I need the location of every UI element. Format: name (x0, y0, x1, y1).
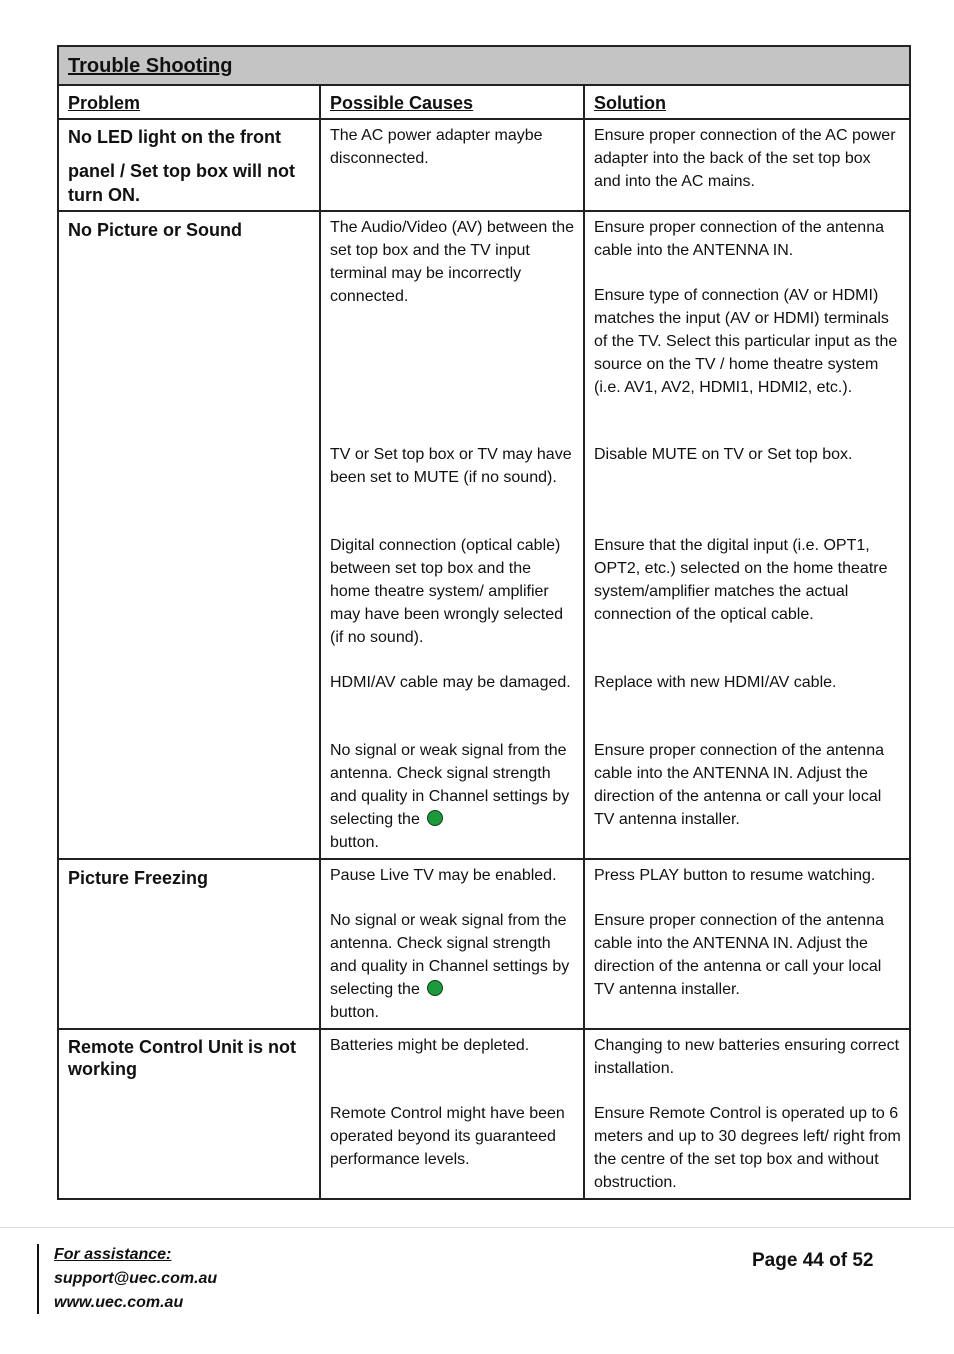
problem-text: Picture Freezing (68, 868, 209, 888)
problem-text: panel / Set top box will not turn ON. (68, 161, 296, 205)
table-row (58, 1029, 910, 1199)
cause-text (330, 739, 575, 854)
website-link[interactable]: www.uec.com.au (54, 1294, 184, 1311)
cause-text: Pause Live TV may be enabled. (330, 867, 557, 884)
problem-cell (58, 211, 320, 859)
cause-text: Remote Control might have been operated beyond its guaranteed performance levels. (330, 1105, 565, 1168)
cause-text: HDMI/AV cable may be damaged. (330, 674, 571, 691)
causes-cell (320, 1029, 584, 1199)
cause-text: The Audio/Video (AV) between the set top box and the TV input terminal may be incorrectly connected. (330, 219, 575, 305)
header-problem: Problem (68, 93, 141, 113)
support-email-link[interactable]: support@uec.com.au (54, 1270, 218, 1287)
problem-cell (58, 119, 320, 211)
green-button-icon (427, 980, 443, 996)
problem-text: Remote Control Unit is not working (68, 1037, 296, 1079)
solution-text: Press PLAY button to resume watching. (594, 867, 876, 884)
solution-text: Ensure proper connection of the AC power adapter into the back of the set top box and into the AC mains. (594, 127, 896, 190)
header-solution-cell (584, 85, 910, 119)
table-title-cell (58, 46, 910, 85)
header-problem-cell (58, 85, 320, 119)
solution-cell (584, 119, 910, 211)
solution-text: Ensure type of connection (AV or HDMI) matches the input (AV or HDMI) terminals of the TV. Select this particular input as the source on the TV / home theatre system (i.e. AV1, AV2, HDMI1, HDMI2, etc.). (594, 287, 898, 396)
problem-cell (58, 1029, 320, 1199)
header-causes-cell (320, 85, 584, 119)
solution-text: Changing to new batteries ensuring correct installation. (594, 1037, 900, 1077)
solution-text: Ensure Remote Control is operated up to 6 meters and up to 30 degrees left/ right from the centre of the set top box and without obstruction. (594, 1105, 901, 1191)
green-button-icon (427, 810, 443, 826)
table-title: Trouble Shooting (68, 55, 233, 77)
header-solution: Solution (594, 93, 666, 113)
solution-text: Replace with new HDMI/AV cable. (594, 674, 837, 691)
cause-text: Digital connection (optical cable) between set top box and the home theatre system/ amplifier may have been wrongly selected (if no sound). (330, 537, 564, 646)
solution-text: Ensure proper connection of the antenna cable into the ANTENNA IN. Adjust the direction of the antenna or call your local TV antenna installer. (594, 742, 884, 828)
causes-cell (320, 211, 584, 859)
solution-cell (584, 211, 910, 859)
table-row (58, 859, 910, 1029)
cause-text-part: button. (330, 834, 379, 851)
problem-cell (58, 859, 320, 1029)
causes-cell (320, 859, 584, 1029)
solution-text: Ensure proper connection of the antenna cable into the ANTENNA IN. (594, 219, 884, 259)
troubleshooting-table (57, 45, 911, 1200)
solution-text: Disable MUTE on TV or Set top box. (594, 446, 853, 463)
cause-text-part: No signal or weak signal from the antenna. Check signal strength and quality in Channel settings by selecting the (330, 912, 570, 998)
footer-contact (54, 1243, 217, 1315)
header-causes: Possible Causes (330, 93, 474, 113)
footer-accent-bar (37, 1244, 39, 1314)
cause-text-part: button. (330, 1004, 379, 1021)
causes-cell (320, 119, 584, 211)
cause-text (330, 909, 575, 1024)
cause-text: TV or Set top box or TV may have been set to MUTE (if no sound). (330, 446, 572, 486)
problem-text: No LED light on the front (68, 127, 281, 147)
cause-text: Batteries might be depleted. (330, 1037, 530, 1054)
page-number: Page 44 of 52 (752, 1250, 874, 1271)
table-row (58, 119, 910, 211)
cause-text: The AC power adapter maybe disconnected. (330, 127, 543, 167)
table-row (58, 211, 910, 859)
solution-text: Ensure that the digital input (i.e. OPT1, OPT2, etc.) selected on the home theatre system/amplifier matches the actual connection of the optical cable. (594, 537, 888, 623)
assistance-label: For assistance: (54, 1246, 172, 1263)
footer-divider (0, 1227, 954, 1228)
solution-cell (584, 859, 910, 1029)
solution-cell (584, 1029, 910, 1199)
solution-text: Ensure proper connection of the antenna cable into the ANTENNA IN. Adjust the direction of the antenna or call your local TV antenna installer. (594, 912, 884, 998)
problem-text: No Picture or Sound (68, 220, 243, 240)
cause-text-part: No signal or weak signal from the antenna. Check signal strength and quality in Channel settings by selecting the (330, 742, 570, 828)
